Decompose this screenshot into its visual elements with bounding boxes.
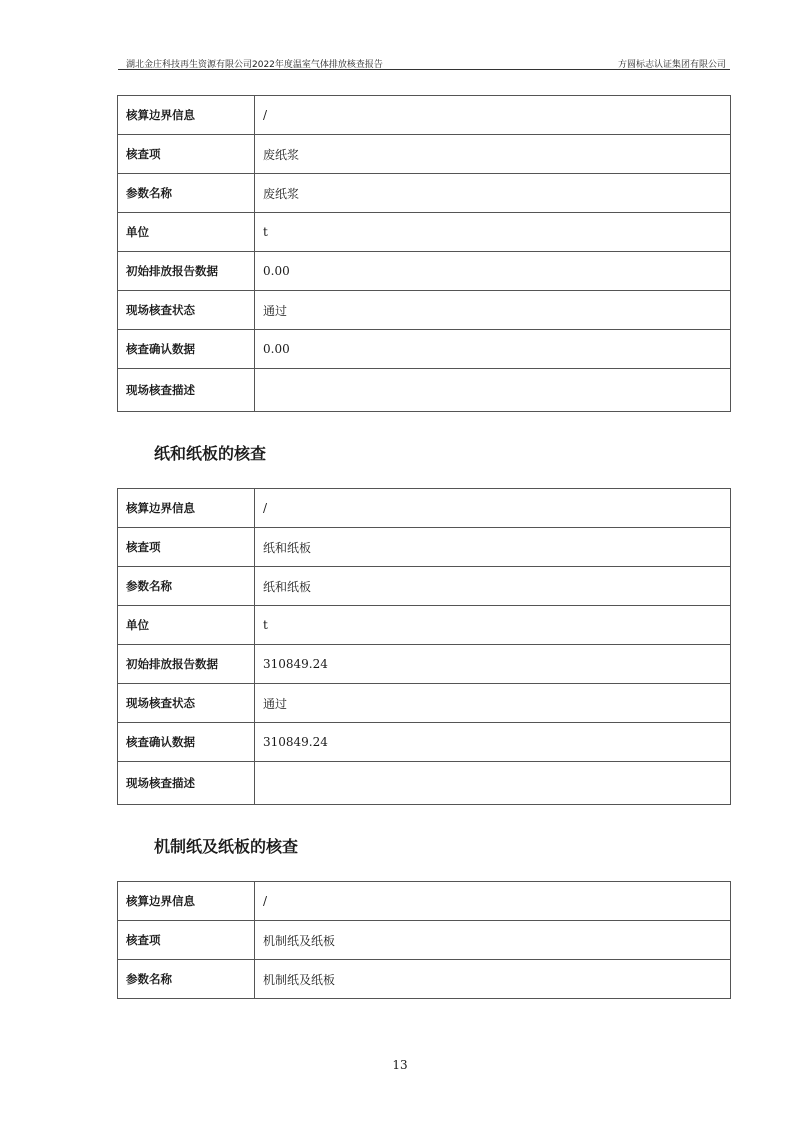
table-row (118, 723, 731, 762)
row-label: 单位 (118, 606, 255, 645)
table-row (118, 762, 731, 805)
verification-table-waste-pulp (117, 95, 731, 412)
row-label: 现场核查状态 (118, 684, 255, 723)
row-value: 310849.24 (255, 723, 731, 762)
table-row (118, 96, 731, 135)
row-value: 0.00 (255, 330, 731, 369)
table-row (118, 528, 731, 567)
row-value: / (255, 882, 731, 921)
table-row (118, 330, 731, 369)
row-label: 核查确认数据 (118, 723, 255, 762)
verification-table-paper-board (117, 488, 731, 805)
row-value: 0.00 (255, 252, 731, 291)
row-value: 纸和纸板 (255, 528, 731, 567)
row-label: 现场核查描述 (118, 369, 255, 412)
section-heading-machine-paper: 机制纸及纸板的核查 (154, 837, 299, 856)
row-label: 初始排放报告数据 (118, 645, 255, 684)
row-value: / (255, 489, 731, 528)
row-value: 废纸浆 (255, 135, 731, 174)
table-row (118, 489, 731, 528)
table-row (118, 213, 731, 252)
row-label: 核算边界信息 (118, 489, 255, 528)
row-value: 通过 (255, 291, 731, 330)
header-report-title: 湖北金庄科技再生资源有限公司2022年度温室气体排放核查报告 (126, 60, 383, 70)
row-label: 现场核查描述 (118, 762, 255, 805)
row-label: 参数名称 (118, 960, 255, 999)
row-value: t (255, 213, 731, 252)
row-label: 单位 (118, 213, 255, 252)
table-row (118, 684, 731, 723)
table-row (118, 291, 731, 330)
row-label: 核查项 (118, 921, 255, 960)
row-value (255, 762, 731, 805)
row-label: 核查项 (118, 528, 255, 567)
row-value: 机制纸及纸板 (255, 960, 731, 999)
table-row (118, 606, 731, 645)
row-value: / (255, 96, 731, 135)
table-row (118, 567, 731, 606)
row-value: 纸和纸板 (255, 567, 731, 606)
row-value: t (255, 606, 731, 645)
row-value: 机制纸及纸板 (255, 921, 731, 960)
row-label: 参数名称 (118, 567, 255, 606)
table-row (118, 921, 731, 960)
row-value: 通过 (255, 684, 731, 723)
row-label: 核算边界信息 (118, 96, 255, 135)
page-header (118, 56, 728, 70)
verification-table-machine-paper (117, 881, 731, 999)
row-label: 参数名称 (118, 174, 255, 213)
row-label: 核查项 (118, 135, 255, 174)
table-row (118, 369, 731, 412)
page-number: 13 (392, 1058, 408, 1072)
row-value: 废纸浆 (255, 174, 731, 213)
table-row (118, 174, 731, 213)
row-label: 核查确认数据 (118, 330, 255, 369)
row-value (255, 369, 731, 412)
row-value: 310849.24 (255, 645, 731, 684)
section-heading-paper-board: 纸和纸板的核查 (154, 444, 267, 463)
table-row (118, 645, 731, 684)
row-label: 现场核查状态 (118, 291, 255, 330)
table-row (118, 252, 731, 291)
table-row (118, 960, 731, 999)
table-row (118, 882, 731, 921)
row-label: 核算边界信息 (118, 882, 255, 921)
header-company: 方圆标志认证集团有限公司 (617, 60, 726, 70)
row-label: 初始排放报告数据 (118, 252, 255, 291)
table-row (118, 135, 731, 174)
header-divider (118, 69, 730, 70)
